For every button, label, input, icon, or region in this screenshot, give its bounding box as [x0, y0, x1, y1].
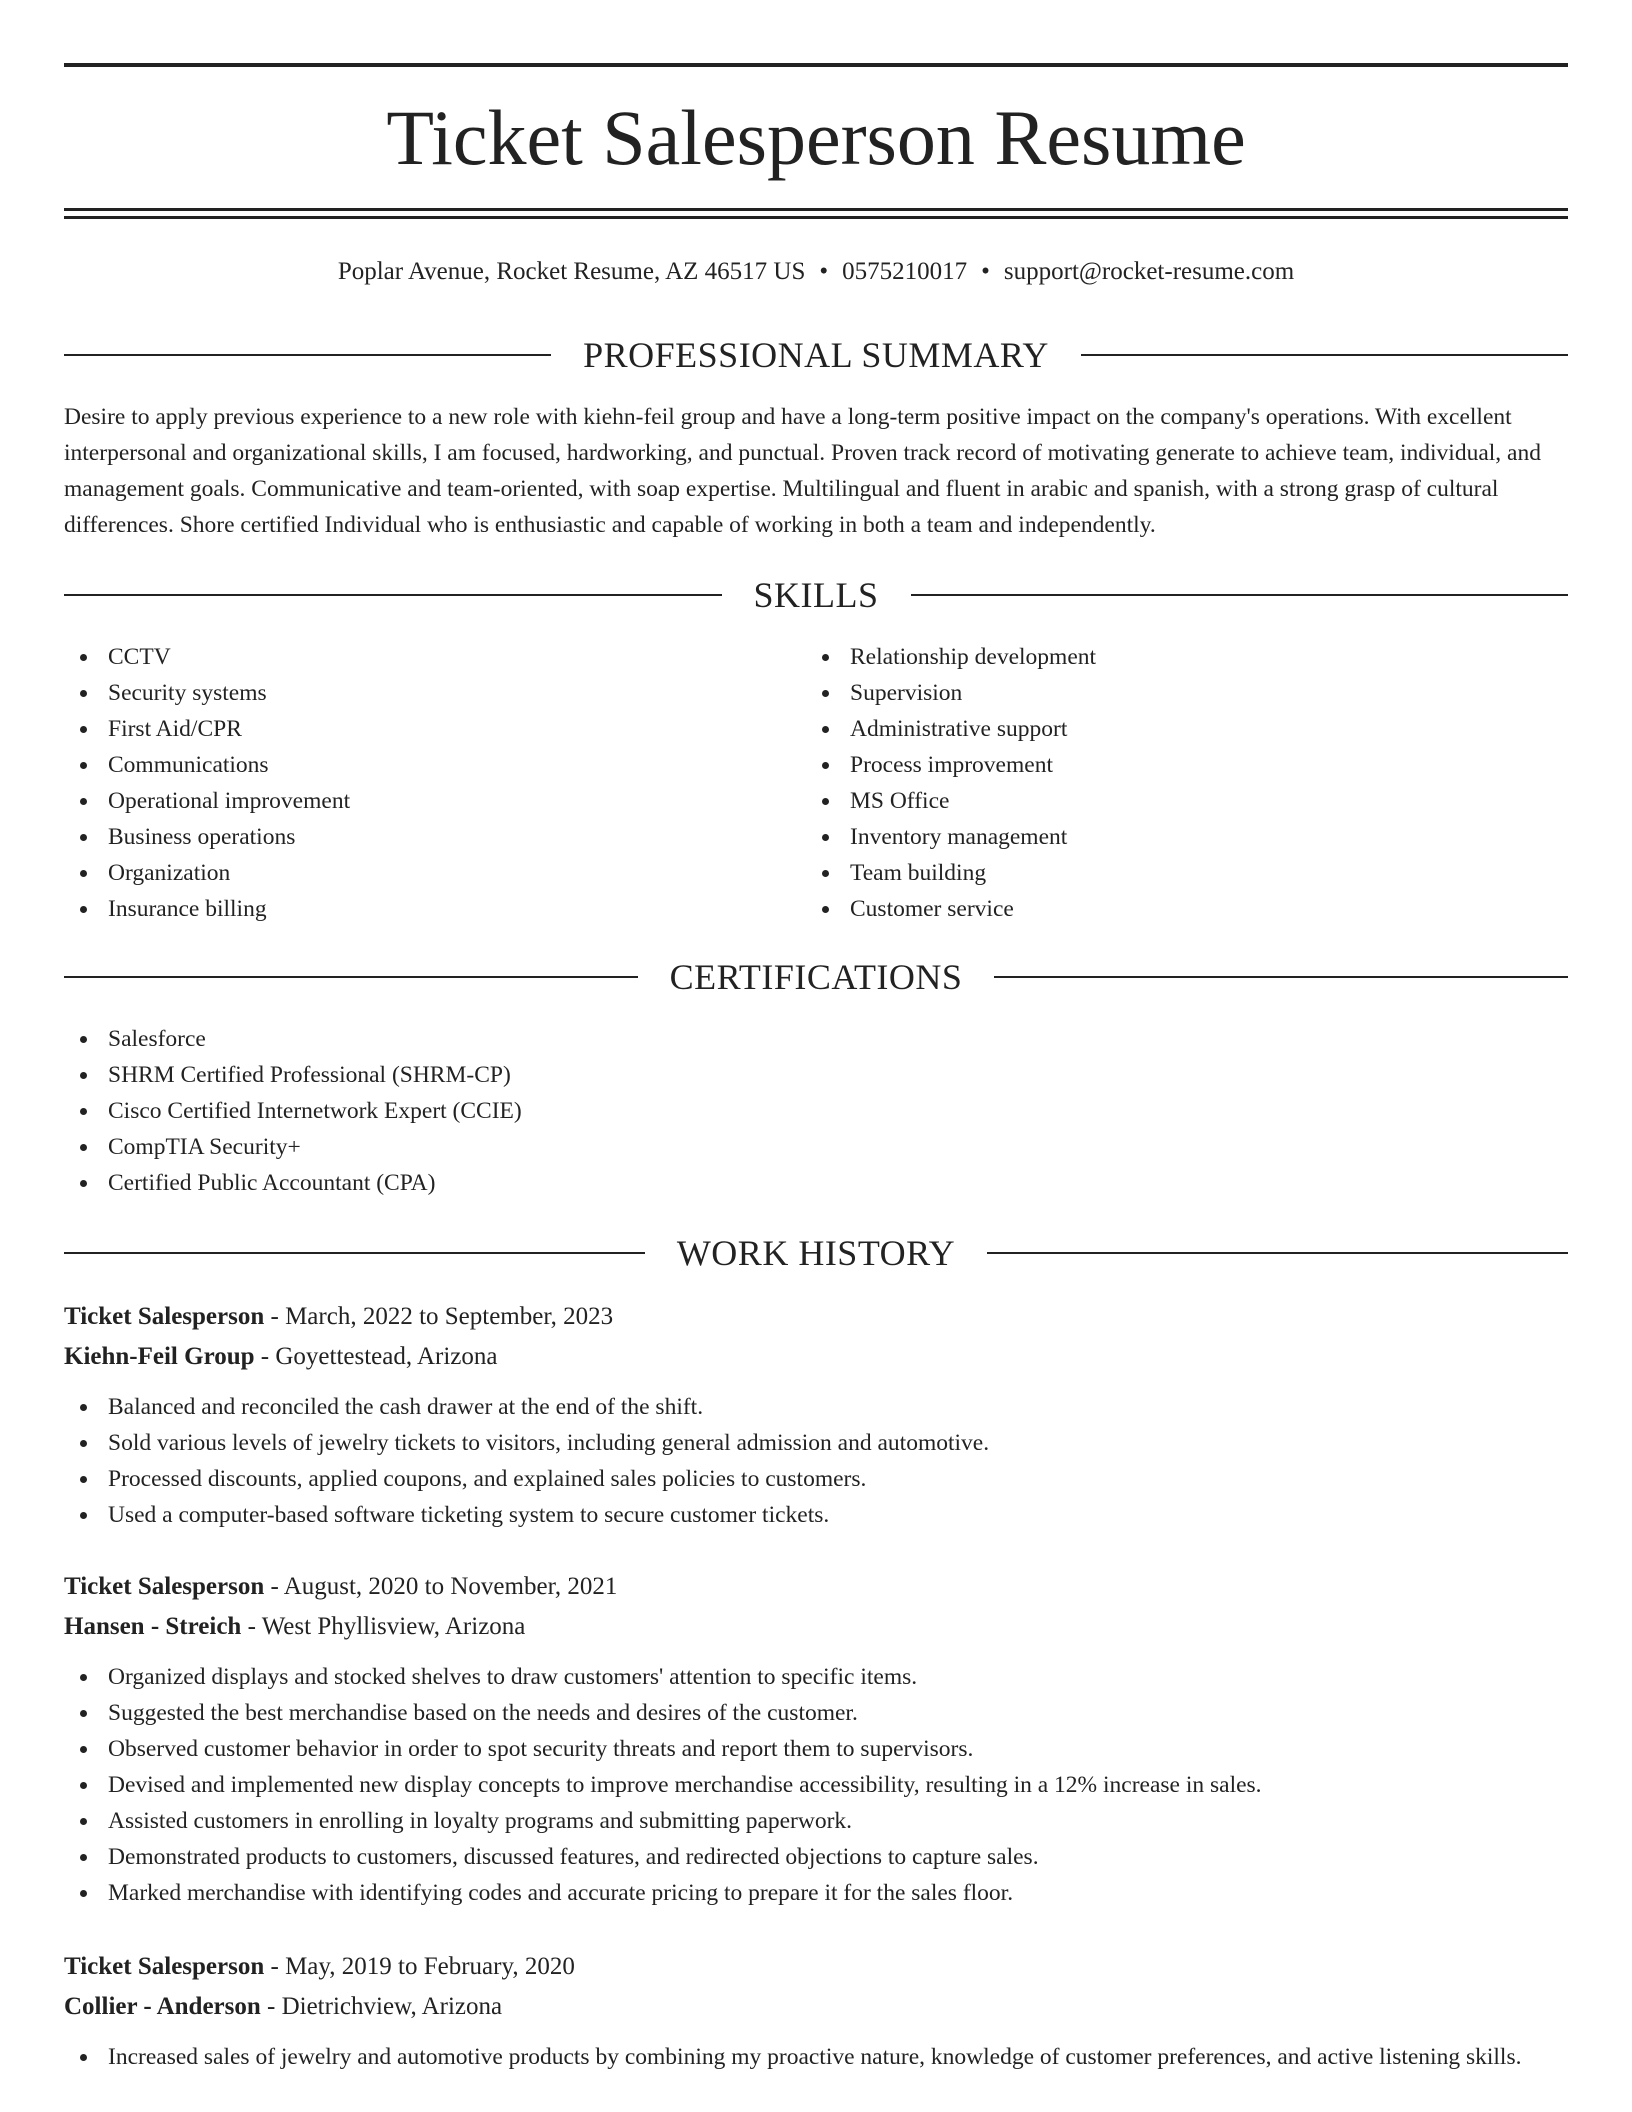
certification-item: Salesforce [64, 1021, 1568, 1057]
header-double-rule-upper [64, 208, 1568, 211]
job-title: Ticket Salesperson [64, 1573, 265, 1600]
contact-line [64, 254, 1568, 290]
job-bullet: Marked merchandise with identifying codes and accurate pricing to prepare it for the sales floor. [64, 1875, 1568, 1911]
job-company: Collier - Anderson [64, 1993, 261, 2020]
skill-item: Security systems [64, 675, 804, 711]
heading-rule-right [1081, 354, 1568, 356]
skill-item: Team building [806, 855, 1546, 891]
section-title: CERTIFICATIONS [669, 957, 963, 997]
job-bullet: Suggested the best merchandise based on the needs and desires of the customer. [64, 1695, 1568, 1731]
job-title: Ticket Salesperson [64, 1303, 265, 1330]
skill-item: Insurance billing [64, 891, 804, 927]
job-title: Ticket Salesperson [64, 1953, 265, 1980]
contact-separator: • [981, 258, 990, 285]
skill-item: Operational improvement [64, 783, 804, 819]
summary-paragraph: Desire to apply previous experience to a new role with kiehn-feil group and have a long-term positive impact on the company's operations. With excellent interpersonal and organizational skills, I am focused, hardworking, and punctual. Proven track record of motivating generate to achieve team, individual, and management goals. Communicative and team-oriented, with soap expertise. Multilingual and fluent in arabic and spanish, with a strong grasp of cultural differences. Shore certified Individual who is enthusiastic and capable of working in both a team and independently. [64, 404, 1541, 538]
section-heading-work-history [64, 1231, 1568, 1275]
job-entry [64, 1297, 1568, 1533]
skill-item: Customer service [806, 891, 1546, 927]
job-bullet: Assisted customers in enrolling in loyalty programs and submitting paperwork. [64, 1803, 1568, 1839]
section-heading-certifications [64, 955, 1568, 999]
job-bullet: Observed customer behavior in order to spot security threats and report them to supervisors. [64, 1731, 1568, 1767]
contact-separator: • [819, 258, 829, 285]
skills-list-left [64, 639, 804, 927]
heading-rule-left [64, 976, 638, 978]
job-bullet: Increased sales of jewelry and automotive products by combining my proactive nature, knowledge of customer preferences, and active listening skills. [64, 2039, 1568, 2075]
skill-item: Organization [64, 855, 804, 891]
job-location: - Dietrichview, Arizona [260, 1993, 503, 2020]
skill-item: CCTV [64, 639, 804, 675]
job-location: - West Phyllisview, Arizona [241, 1613, 526, 1640]
skill-item: Inventory management [806, 819, 1546, 855]
job-bullet: Demonstrated products to customers, discussed features, and redirected objections to capture sales. [64, 1839, 1568, 1875]
section-title: SKILLS [753, 575, 879, 615]
heading-rule-right [987, 1252, 1568, 1254]
job-title-line [64, 1567, 1568, 1607]
section-title: WORK HISTORY [676, 1233, 956, 1273]
skill-item: First Aid/CPR [64, 711, 804, 747]
job-bullets [64, 1659, 1568, 1911]
job-bullet: Used a computer-based software ticketing system to secure customer tickets. [64, 1497, 1568, 1533]
job-title-line [64, 1297, 1568, 1337]
job-company: Hansen - Streich [64, 1613, 242, 1640]
job-bullet: Processed discounts, applied coupons, and explained sales policies to customers. [64, 1461, 1568, 1497]
section-heading-summary [64, 333, 1568, 377]
section-title: PROFESSIONAL SUMMARY [583, 335, 1049, 375]
job-company-line [64, 1987, 1568, 2027]
header-top-rule [64, 63, 1568, 67]
job-entry [64, 1567, 1568, 1911]
job-bullet: Organized displays and stocked shelves to draw customers' attention to specific items. [64, 1659, 1568, 1695]
heading-rule-right [911, 594, 1569, 596]
resume-title: Ticket Salesperson Resume [386, 94, 1246, 181]
skill-item: MS Office [806, 783, 1546, 819]
certification-item: Cisco Certified Internetwork Expert (CCIE) [64, 1093, 1568, 1129]
job-dates: - August, 2020 to November, 2021 [264, 1573, 618, 1600]
certification-item: CompTIA Security+ [64, 1129, 1568, 1165]
skill-item: Communications [64, 747, 804, 783]
job-dates: - May, 2019 to February, 2020 [264, 1953, 575, 1980]
job-title-line [64, 1947, 1568, 1987]
job-company: Kiehn-Feil Group [64, 1343, 255, 1370]
job-location: - Goyettestead, Arizona [254, 1343, 498, 1370]
heading-rule-left [64, 1252, 645, 1254]
skill-item: Administrative support [806, 711, 1546, 747]
job-bullet: Sold various levels of jewelry tickets to visitors, including general admission and automotive. [64, 1425, 1568, 1461]
certifications-list [64, 1021, 1568, 1201]
certification-item: SHRM Certified Professional (SHRM-CP) [64, 1057, 1568, 1093]
job-bullet: Balanced and reconciled the cash drawer at the end of the shift. [64, 1389, 1568, 1425]
contact-address: Poplar Avenue, Rocket Resume, AZ 46517 US [337, 258, 806, 285]
job-company-line [64, 1607, 1568, 1647]
skill-item: Process improvement [806, 747, 1546, 783]
section-heading-skills [64, 573, 1568, 617]
skills-list-right [806, 639, 1546, 927]
heading-rule-left [64, 594, 722, 596]
contact-phone: 0575210017 [842, 258, 968, 285]
job-company-line [64, 1337, 1568, 1377]
contact-email[interactable]: support@rocket-resume.com [1003, 258, 1295, 285]
job-bullet: Devised and implemented new display concepts to improve merchandise accessibility, resulting in a 12% increase in sales. [64, 1767, 1568, 1803]
heading-rule-left [64, 354, 551, 356]
header-double-rule-lower [64, 216, 1568, 219]
job-bullets [64, 2039, 1568, 2075]
job-entry [64, 1947, 1568, 2075]
certification-item: Certified Public Accountant (CPA) [64, 1165, 1568, 1201]
job-dates: - March, 2022 to September, 2023 [264, 1303, 614, 1330]
job-bullets [64, 1389, 1568, 1533]
skill-item: Relationship development [806, 639, 1546, 675]
skill-item: Business operations [64, 819, 804, 855]
heading-rule-right [994, 976, 1568, 978]
skill-item: Supervision [806, 675, 1546, 711]
